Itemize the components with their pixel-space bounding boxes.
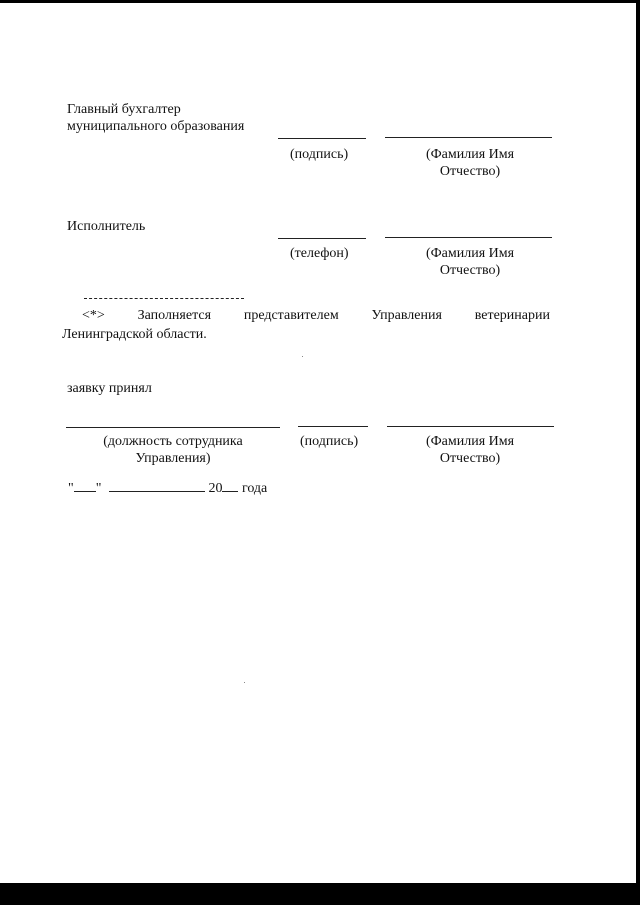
executor-label: Исполнитель [67,219,146,234]
footnote-word: представителем [243,308,339,323]
acceptor-signature-line [298,426,368,427]
fio-caption-line1: (Фамилия Имя [425,147,515,162]
fio-caption-line1: (Фамилия Имя [425,246,515,261]
footnote [62,306,550,344]
chief-fio-line [385,137,552,138]
scan-border-right [636,0,640,905]
acceptor-signature-caption: (подпись) [300,434,359,449]
footnote-word: Управления [371,308,442,323]
acceptor-fio-line [387,426,554,427]
acceptor-fio-caption [390,433,550,467]
footnote-separator [84,298,244,299]
footnote-word: Заполняется [137,308,212,323]
chief-accountant-title: Главный бухгалтер [67,102,181,117]
scan-border-top [0,0,640,3]
footnote-line1 [62,306,550,325]
executor-fio-caption [390,245,550,279]
chief-signature-line [278,138,366,139]
position-caption-line2: Управления) [135,451,211,466]
date-year-blank [222,478,238,492]
acceptance-label: заявку принял [67,381,152,396]
scan-speck [302,356,303,357]
executor-fio-line [385,237,552,238]
footnote-marker: <*> [82,308,105,323]
chief-fio-caption [390,146,550,180]
fio-caption-line2: Отчество) [439,263,501,278]
date-suffix: года [241,481,268,496]
fio-caption-line2: Отчество) [439,451,501,466]
date-year-prefix: 20 [208,481,223,496]
executor-phone-caption: (телефон) [290,246,349,261]
date-month-blank [109,478,205,492]
municipal-entity-label: муниципального образования [67,119,245,134]
footnote-word: ветеринарии [474,308,550,323]
acceptance-date [68,478,267,497]
fio-caption-line2: Отчество) [439,164,501,179]
position-caption [78,433,268,467]
position-caption-line1: (должность сотрудника [103,434,243,449]
date-quote-open: " [68,481,74,496]
date-day-blank [74,478,96,492]
scan-speck [244,682,245,683]
chief-signature-caption: (подпись) [290,147,349,162]
date-quote-close: " [95,481,102,496]
scan-border-bottom [0,883,640,905]
fio-caption-line1: (Фамилия Имя [425,434,515,449]
executor-phone-line [278,238,366,239]
footnote-line2: Ленинградской области. [62,327,207,342]
position-line [66,427,280,428]
